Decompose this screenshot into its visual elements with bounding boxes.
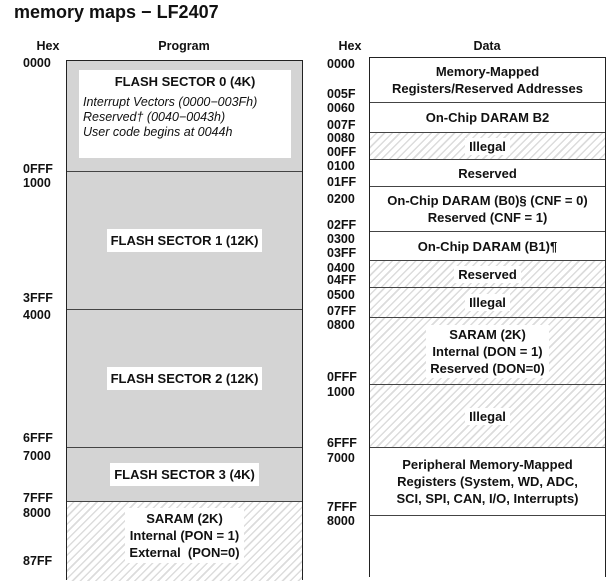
data-address: 0200	[327, 192, 355, 206]
data-reserved-1	[370, 159, 605, 186]
program-saram	[67, 501, 302, 581]
flash-sector-1	[67, 171, 302, 309]
program-address: 4000	[23, 308, 51, 322]
data-daram-b2-label: On-Chip DARAM B2	[425, 110, 550, 125]
data-address: 01FF	[327, 175, 357, 189]
data-lower-block	[370, 515, 605, 578]
data-address: 007F	[327, 118, 356, 132]
data-address: 0080	[327, 131, 355, 145]
data-illegal-3-label: Illegal	[465, 408, 510, 425]
data-reserved-1-label: Reserved	[458, 165, 517, 181]
flash-sector-1-label: FLASH SECTOR 1 (12K)	[107, 229, 263, 252]
program-address: 0000	[23, 56, 51, 70]
program-address: 3FFF	[23, 291, 53, 305]
data-mmr-line-1: Memory-Mapped	[435, 64, 540, 79]
data-reserved-2	[370, 260, 605, 287]
data-address: 0060	[327, 101, 355, 115]
data-address: 7000	[327, 451, 355, 465]
data-memory-column	[369, 57, 606, 577]
data-address: 005F	[327, 87, 356, 101]
program-memory-column	[66, 60, 303, 580]
program-column-header: Program	[158, 39, 210, 53]
data-address: 07FF	[327, 304, 357, 318]
program-hex-header: Hex	[36, 39, 60, 53]
user-code-note: User code begins at 0044h	[83, 125, 233, 139]
data-hex-header: Hex	[338, 39, 362, 53]
data-peripheral-line-2: Registers (System, WD, ADC,	[397, 474, 578, 489]
flash-sector-3-label: FLASH SECTOR 3 (4K)	[110, 463, 259, 486]
data-address: 00FF	[327, 145, 357, 159]
data-mmr-block	[370, 58, 605, 102]
data-column-header: Data	[473, 39, 501, 53]
data-illegal-1	[370, 132, 605, 159]
data-address: 1000	[327, 385, 355, 399]
flash-sector-0-label: FLASH SECTOR 0 (4K)	[114, 74, 256, 89]
data-peripheral-block	[370, 447, 605, 515]
interrupt-vectors-note: Interrupt Vectors (0000−003Fh)	[83, 95, 258, 109]
program-address: 87FF	[23, 554, 53, 568]
data-peripheral-line-1: Peripheral Memory-Mapped	[402, 457, 573, 472]
program-address: 7000	[23, 449, 51, 463]
data-address: 0400	[327, 261, 355, 275]
page-title: memory maps − LF2407	[14, 2, 219, 22]
program-address: 1000	[23, 176, 51, 190]
data-illegal-1-label: Illegal	[465, 138, 510, 155]
data-peripheral-line-3: SCI, SPI, CAN, I/O, Interrupts)	[396, 491, 579, 506]
flash-sector-2-label: FLASH SECTOR 2 (12K)	[107, 367, 263, 390]
data-saram	[370, 317, 605, 384]
data-address: 0300	[327, 232, 355, 246]
reserved-note: Reserved† (0040−0043h)	[83, 110, 226, 124]
program-address: 6FFF	[23, 431, 53, 445]
data-address: 0000	[327, 57, 355, 71]
flash-sector-0	[67, 61, 302, 171]
data-address: 0800	[327, 318, 355, 332]
data-address: 0500	[327, 288, 355, 302]
data-daram-b2	[370, 102, 605, 132]
data-illegal-2	[370, 287, 605, 317]
data-address: 0100	[327, 159, 355, 173]
program-address: 8000	[23, 506, 51, 520]
data-address: 0FFF	[327, 370, 357, 384]
data-saram-label: SARAM (2K) Internal (DON = 1) Reserved (DON=0)	[426, 325, 549, 378]
data-address: 6FFF	[327, 436, 357, 450]
data-address: 03FF	[327, 246, 357, 260]
program-address: 7FFF	[23, 491, 53, 505]
data-address: 04FF	[327, 273, 357, 287]
data-address: 02FF	[327, 218, 357, 232]
data-address: 7FFF	[327, 500, 357, 514]
data-daram-b1	[370, 231, 605, 260]
flash-sector-2	[67, 309, 302, 447]
data-mmr-line-2: Registers/Reserved Addresses	[391, 81, 583, 96]
data-reserved-2-label: Reserved	[454, 266, 521, 283]
program-address: 0FFF	[23, 162, 53, 176]
data-illegal-3	[370, 384, 605, 447]
data-daram-b0-line-1: On-Chip DARAM (B0)§ (CNF = 0)	[387, 193, 588, 208]
data-daram-b1-label: On-Chip DARAM (B1)¶	[417, 238, 558, 254]
flash-sector-0-label-box	[79, 70, 291, 158]
data-daram-b0	[370, 186, 605, 231]
data-address: 8000	[327, 514, 355, 528]
data-illegal-2-label: Illegal	[465, 294, 510, 311]
flash-sector-3	[67, 447, 302, 501]
data-daram-b0-line-2: Reserved (CNF = 1)	[427, 210, 548, 225]
program-saram-label: SARAM (2K) Internal (PON = 1) External (PON=0)	[125, 508, 243, 563]
